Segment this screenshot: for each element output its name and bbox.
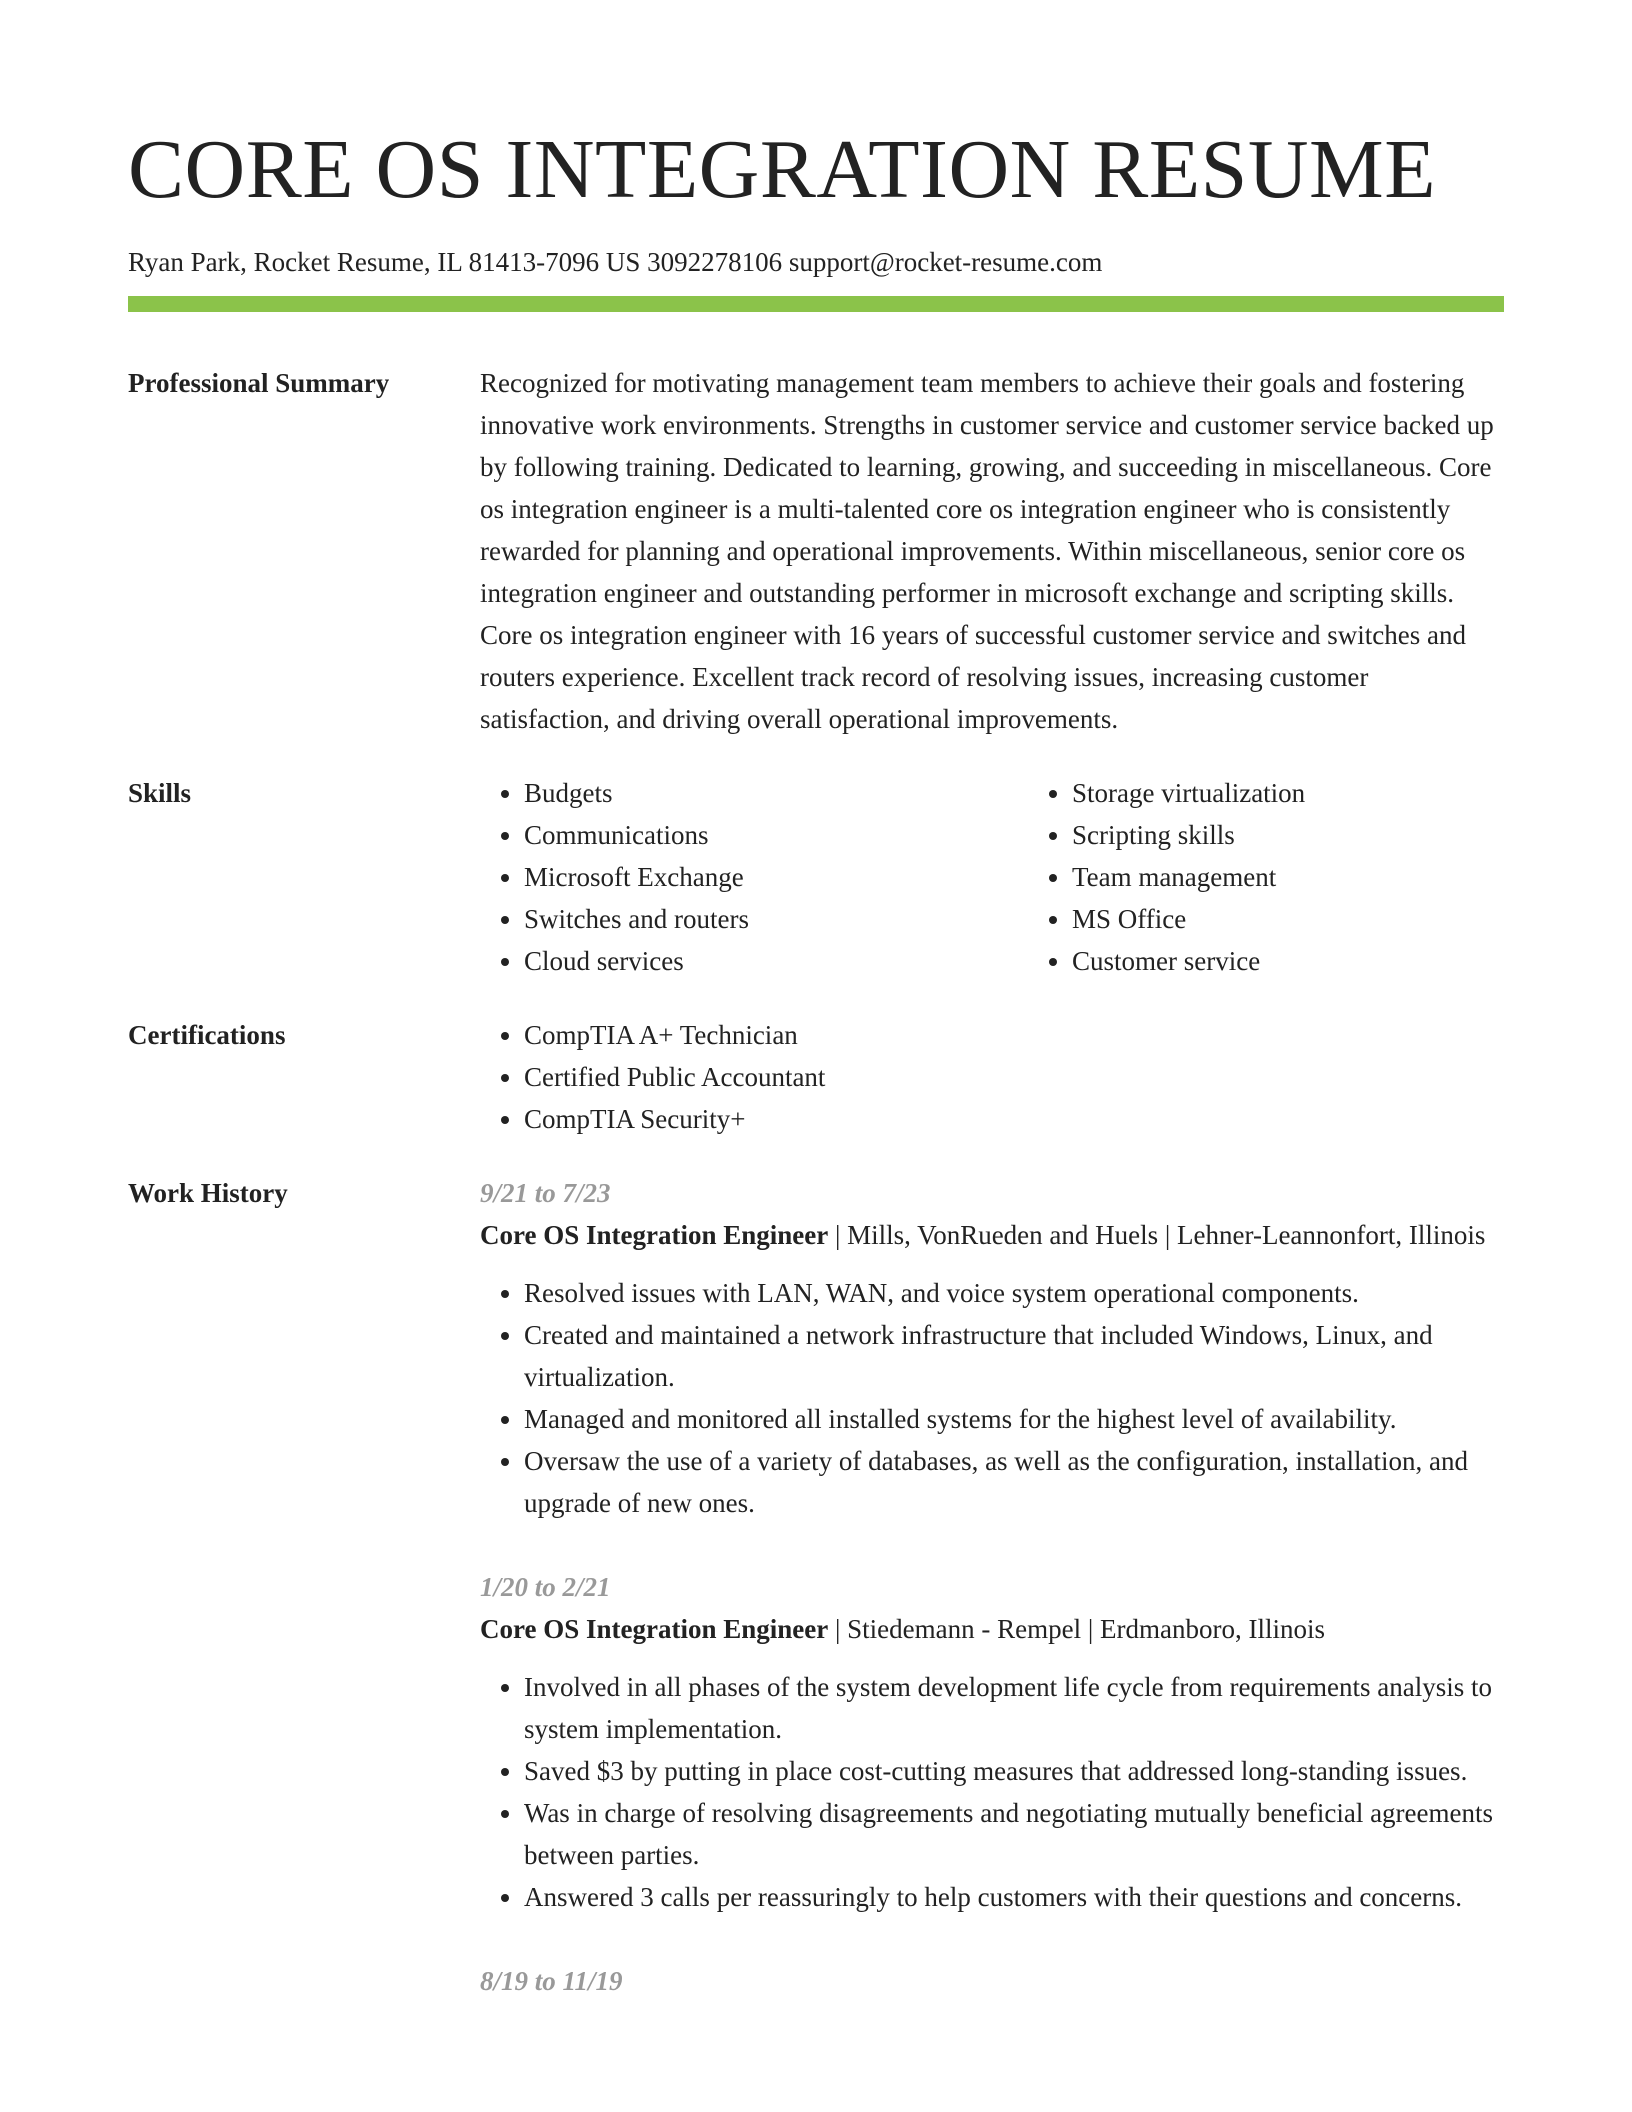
certification-item: • CompTIA A+ Technician	[524, 1014, 1504, 1056]
job-entry	[480, 1566, 1504, 1918]
job-heading	[480, 1608, 1504, 1650]
work-history-section	[128, 1172, 1504, 2044]
job-title: Core OS Integration Engineer	[480, 1614, 829, 1644]
job-bullets	[480, 1666, 1504, 1918]
summary-text: Recognized for motivating management team members to achieve their goals and fostering innovative work environments. Strengths in customer service and customer service backed up by following training. Dedicated to learning, growing, and succeeding in miscellaneous. Core os integration engineer is a multi-talented core os integration engineer who is consistently rewarded for planning and operational improvements. Within miscellaneous, senior core os integration engineer and outstanding performer in microsoft exchange and scripting skills. Core os integration engineer with 16 years of successful customer service and switches and routers experience. Excellent track record of resolving issues, increasing customer satisfaction, and driving overall operational improvements.	[480, 368, 1494, 734]
skill-item: • Communications	[524, 814, 1028, 856]
job-employer-location: | Mills, VonRueden and Huels | Lehner-Leannonfort, Illinois	[828, 1220, 1486, 1250]
job-bullets	[480, 1272, 1504, 1524]
job-bullet: • Answered 3 calls per reassuringly to help customers with their questions and concerns.	[524, 1876, 1504, 1918]
skill-item: • MS Office	[1072, 898, 1576, 940]
job-dates: 9/21 to 7/23	[480, 1178, 611, 1208]
job-bullet: • Saved $3 by putting in place cost-cutting measures that addressed long-standing issues.	[524, 1750, 1504, 1792]
section-label-skills: Skills	[128, 778, 192, 808]
certifications-list	[480, 1014, 1504, 1140]
job-bullet: • Was in charge of resolving disagreements and negotiating mutually beneficial agreements between parties.	[524, 1792, 1504, 1876]
skill-item: • Team management	[1072, 856, 1576, 898]
skill-item: • Microsoft Exchange	[524, 856, 1028, 898]
accent-divider	[128, 296, 1504, 312]
resume-title: CORE OS INTEGRATION RESUME	[128, 123, 1437, 216]
job-title: Core OS Integration Engineer	[480, 1220, 829, 1250]
professional-summary-section	[128, 362, 1504, 740]
certifications-section	[128, 1014, 1504, 1140]
skill-item: • Customer service	[1072, 940, 1576, 982]
skill-item: • Budgets	[524, 772, 1028, 814]
skill-item: • Storage virtualization	[1072, 772, 1576, 814]
job-employer-location: | Stiedemann - Rempel | Erdmanboro, Illinois	[828, 1614, 1325, 1644]
skills-column-1	[480, 772, 1028, 982]
contact-line: Ryan Park, Rocket Resume, IL 81413-7096 US 3092278106 support@rocket-resume.com	[128, 247, 1103, 277]
skills-column-2	[1028, 772, 1576, 982]
certification-item: • CompTIA Security+	[524, 1098, 1504, 1140]
job-bullet: • Created and maintained a network infrastructure that included Windows, Linux, and virtualization.	[524, 1314, 1504, 1398]
job-bullet: • Involved in all phases of the system development life cycle from requirements analysis to system implementation.	[524, 1666, 1504, 1750]
skill-item: • Switches and routers	[524, 898, 1028, 940]
job-bullet: • Oversaw the use of a variety of databases, as well as the configuration, installation, and upgrade of new ones.	[524, 1440, 1504, 1524]
job-bullet: • Resolved issues with LAN, WAN, and voice system operational components.	[524, 1272, 1504, 1314]
section-label-summary: Professional Summary	[128, 368, 390, 398]
job-dates: 1/20 to 2/21	[480, 1572, 611, 1602]
section-label-work-history: Work History	[128, 1178, 288, 1208]
resume-page	[128, 0, 1504, 2044]
job-dates: 8/19 to 11/19	[480, 1966, 623, 1996]
certification-item: • Certified Public Accountant	[524, 1056, 1504, 1098]
job-entry	[480, 1172, 1504, 1524]
skill-item: • Cloud services	[524, 940, 1028, 982]
skills-section	[128, 772, 1504, 982]
skill-item: • Scripting skills	[1072, 814, 1576, 856]
job-entry	[480, 1960, 1504, 2002]
section-label-certifications: Certifications	[128, 1020, 286, 1050]
job-heading	[480, 1214, 1504, 1256]
job-bullet: • Managed and monitored all installed systems for the highest level of availability.	[524, 1398, 1504, 1440]
